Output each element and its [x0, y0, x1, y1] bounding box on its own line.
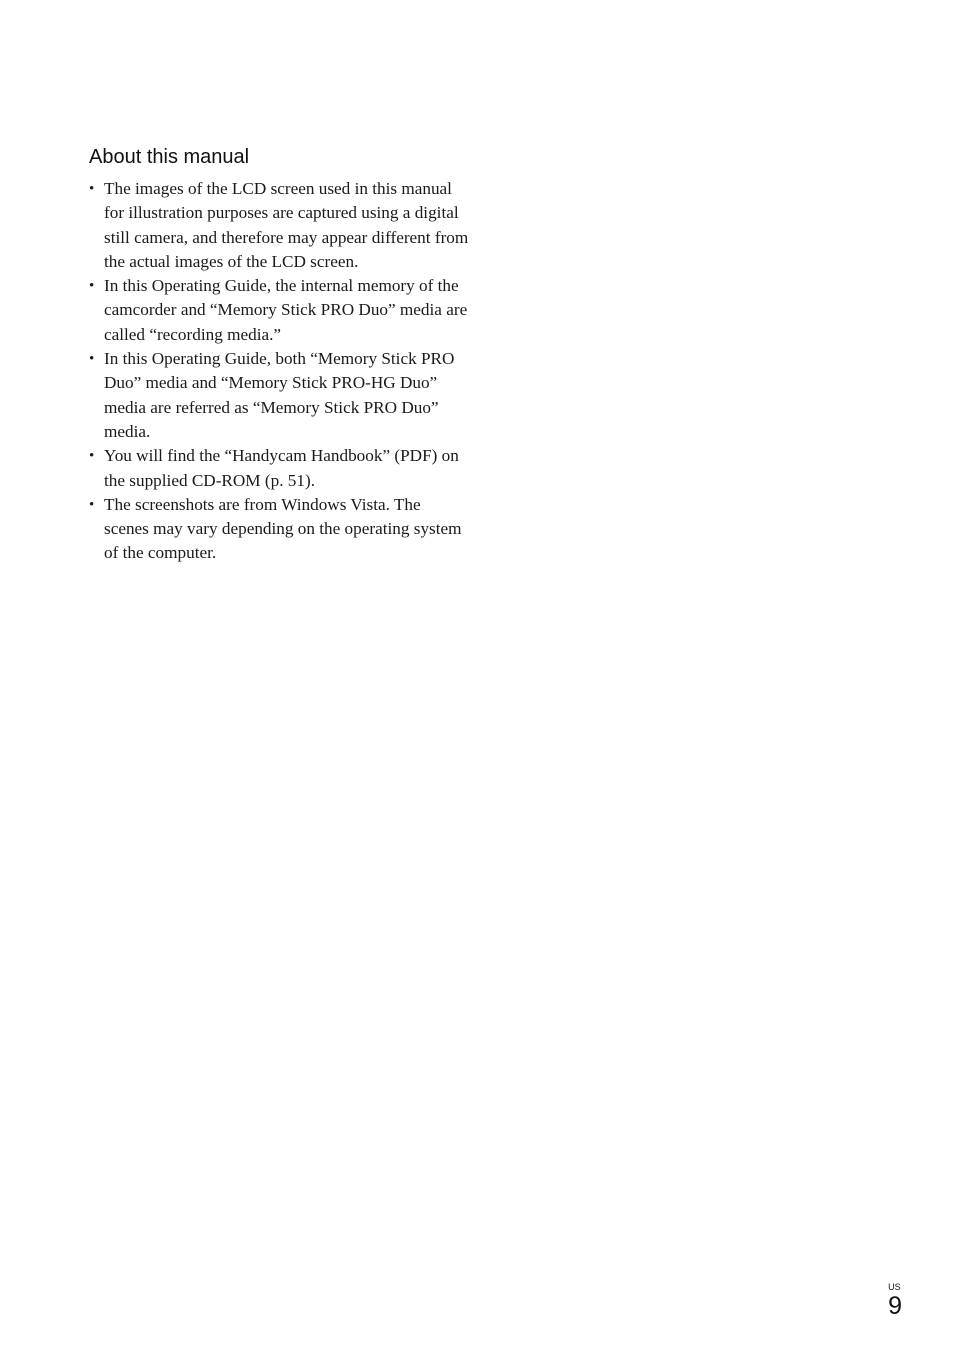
- bullet-icon: •: [89, 181, 95, 197]
- list-item-text: The images of the LCD screen used in this manual for illustration purposes are captured using a digital still camera, and therefore may appear different from the actual images of the LCD screen.: [104, 179, 469, 271]
- bullet-icon: •: [89, 278, 95, 295]
- bullet-list: [89, 177, 469, 566]
- list-item: [89, 274, 469, 347]
- list-item: [89, 493, 469, 566]
- list-item-text: In this Operating Guide, both “Memory Stick PRO Duo” media and “Memory Stick PRO-HG Duo” media are referred as “Memory Stick PRO Duo” media.: [104, 349, 455, 441]
- page-number: 9: [888, 1292, 902, 1320]
- list-item-text: You will find the “Handycam Handbook” (PDF) on the supplied CD-ROM (p. 51).: [104, 446, 459, 490]
- list-item-text: The screenshots are from Windows Vista. The scenes may vary depending on the operating system of the computer.: [104, 494, 462, 563]
- list-item: [89, 177, 469, 274]
- bullet-icon: •: [89, 496, 95, 513]
- list-item: [89, 444, 469, 493]
- list-item: [89, 347, 469, 444]
- bullet-icon: •: [89, 448, 95, 465]
- bullet-icon: •: [89, 351, 95, 368]
- section-heading: About this manual: [89, 146, 250, 168]
- about-manual-section: [89, 143, 469, 566]
- list-item-text: In this Operating Guide, the internal memory of the camcorder and “Memory Stick PRO Duo” media are called “recording media.”: [104, 276, 468, 344]
- page-region-label: US: [888, 1282, 901, 1292]
- page-footer: [888, 1282, 902, 1320]
